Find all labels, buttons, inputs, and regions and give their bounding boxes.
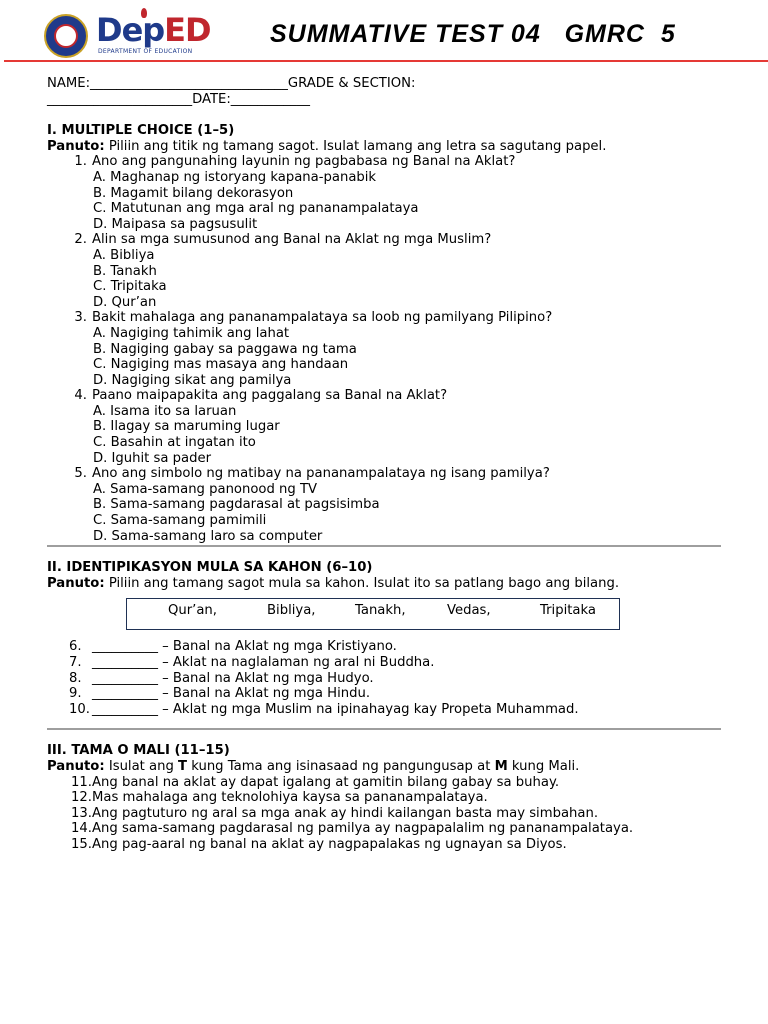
- item-number: 10.: [69, 701, 90, 717]
- question-text: Alin sa mga sumusunod ang Banal na Aklat ng mga Muslim?: [92, 232, 492, 248]
- item-text: Ang banal na aklat ay dapat igalang at gamitin bilang gabay sa buhay.: [92, 774, 560, 790]
- option: B. Magamit bilang dekorasyon: [93, 185, 294, 201]
- option: C. Nagiging mas masaya ang handaan: [93, 357, 349, 373]
- item-number: 15.: [71, 836, 92, 852]
- section-divider: [47, 728, 721, 730]
- panuto-text-3: kung Mali.: [507, 758, 580, 774]
- question-4: [47, 388, 737, 466]
- option: B. Ilagay sa maruming lugar: [93, 419, 280, 435]
- item-number: 12.: [71, 790, 92, 806]
- question-text: Bakit mahalaga ang pananampalataya sa loob ng pamilyang Pilipino?: [92, 310, 553, 326]
- panuto-m: M: [494, 758, 508, 774]
- panuto-label: Panuto:: [47, 575, 105, 591]
- option: C. Basahin at ingatan ito: [93, 435, 256, 451]
- logo-dep: Dep: [96, 11, 165, 49]
- option: D. Maipasa sa pagsusulit: [93, 216, 258, 232]
- option: C. Sama-samang pamimili: [93, 513, 267, 529]
- panuto-label: Panuto:: [47, 138, 105, 154]
- deped-logo: [96, 13, 211, 47]
- choice-item: Qur’an,: [168, 603, 217, 619]
- identification-item: [47, 639, 737, 655]
- option: C. Tripitaka: [93, 279, 167, 295]
- question-number: 3.: [74, 310, 87, 326]
- date-line: ______________________DATE:____________: [47, 91, 310, 107]
- section-divider: [47, 545, 721, 547]
- true-false-item: [47, 775, 737, 791]
- item-text: Ang pagtuturo ng aral sa mga anak ay hindi kailangan basta may simbahan.: [92, 805, 599, 821]
- item-text: __________ – Banal na Aklat ng mga Kristiyano.: [92, 639, 397, 655]
- question-number: 4.: [74, 388, 87, 404]
- true-false-item: [47, 837, 737, 853]
- item-text: __________ – Banal na Aklat ng mga Hudyo.: [92, 670, 374, 686]
- section-1-instructions: [47, 139, 737, 155]
- item-text: __________ – Aklat ng mga Muslim na ipinahayag kay Propeta Muhammad.: [92, 701, 579, 717]
- option: B. Sama-samang pagdarasal at pagsisimba: [93, 497, 380, 513]
- question-text: Ano ang simbolo ng matibay na pananampalataya ng isang pamilya?: [92, 466, 550, 482]
- true-false-item: [47, 821, 737, 837]
- panuto-label: Panuto:: [47, 758, 105, 774]
- item-number: 9.: [69, 686, 82, 702]
- page-header: [0, 0, 768, 62]
- identification-item: [47, 671, 737, 687]
- option: A. Nagiging tahimik ang lahat: [93, 325, 290, 341]
- true-false-item: [47, 806, 737, 822]
- option: A. Isama ito sa laruan: [93, 403, 237, 419]
- item-text: Mas mahalaga ang teknolohiya kaysa sa pananampalataya.: [92, 790, 488, 806]
- item-number: 7.: [69, 655, 82, 670]
- item-number: 14.: [71, 821, 92, 837]
- option: D. Sama-samang laro sa computer: [93, 528, 323, 544]
- item-text: Ang sama-samang pagdarasal ng pamilya ay nagpapalalim ng pananampalataya.: [92, 821, 634, 837]
- option: C. Matutunan ang mga aral ng pananampalataya: [93, 201, 419, 217]
- deped-seal-icon: [44, 14, 88, 58]
- section-1-heading: I. MULTIPLE CHOICE (1–5): [47, 123, 235, 139]
- option: D. Nagiging sikat ang pamilya: [93, 372, 292, 388]
- question-3: [47, 310, 737, 388]
- logo-ed: ED: [164, 11, 211, 49]
- item-number: 11.: [71, 774, 92, 790]
- panuto-t: T: [178, 758, 188, 774]
- answer-choices-box: [126, 598, 620, 630]
- identification-item: [47, 686, 737, 702]
- item-number: 13.: [71, 805, 92, 821]
- option: A. Maghanap ng istoryang kapana-panabik: [93, 169, 377, 185]
- item-number: 6.: [69, 639, 82, 655]
- item-number: 8.: [69, 670, 82, 686]
- question-2: [47, 232, 737, 310]
- choice-item: Vedas,: [447, 603, 491, 619]
- item-text: __________ – Banal na Aklat ng mga Hindu.: [92, 686, 371, 702]
- logo-subtitle: DEPARTMENT OF EDUCATION: [98, 48, 193, 55]
- choice-item: Bibliya,: [267, 603, 316, 619]
- question-text: Ano ang pangunahing layunin ng pagbabasa ng Banal na Aklat?: [92, 154, 516, 170]
- identification-item: [47, 655, 737, 671]
- identification-item: [47, 702, 737, 718]
- section-3-instructions: [47, 759, 737, 775]
- option: A. Sama-samang panonood ng TV: [93, 481, 318, 497]
- question-number: 1.: [74, 154, 87, 170]
- option: D. Iguhit sa pader: [93, 450, 212, 466]
- panuto-text-2: kung Tama ang isinasaad ng pangungusap at: [187, 758, 495, 774]
- option: A. Bibliya: [93, 247, 155, 263]
- item-text: Ang pag-aaral ng banal na aklat ay nagpapalakas ng ugnayan sa Diyos.: [92, 836, 567, 852]
- page-title: SUMMATIVE TEST 04 GMRC 5: [270, 20, 676, 48]
- item-text: __________ – Aklat na naglalaman ng aral ni Buddha.: [92, 655, 435, 670]
- question-5: [47, 466, 737, 544]
- test-content: [47, 76, 737, 853]
- question-1: [47, 154, 737, 232]
- question-number: 5.: [74, 466, 87, 482]
- question-text: Paano maipapakita ang paggalang sa Banal na Aklat?: [92, 388, 448, 404]
- question-number: 2.: [74, 232, 87, 248]
- section-3-heading: III. TAMA O MALI (11–15): [47, 743, 230, 759]
- panuto-text-1: Isulat ang: [104, 758, 179, 774]
- panuto-text: Piliin ang titik ng tamang sagot. Isulat lamang ang letra sa sagutang papel.: [104, 138, 607, 154]
- option: B. Nagiging gabay sa paggawa ng tama: [93, 341, 357, 357]
- header-divider: [4, 60, 768, 62]
- panuto-text: Piliin ang tamang sagot mula sa kahon. Isulat ito sa patlang bago ang bilang.: [104, 575, 620, 591]
- option: B. Tanakh: [93, 263, 157, 279]
- option: D. Qur’an: [93, 294, 157, 310]
- true-false-item: [47, 790, 737, 806]
- choice-item: Tripitaka: [540, 603, 596, 619]
- choice-item: Tanakh,: [355, 603, 406, 619]
- section-2-instructions: [47, 576, 737, 592]
- name-grade-line: NAME:______________________________GRADE & SECTION:: [47, 76, 416, 91]
- section-2-heading: II. IDENTIPIKASYON MULA SA KAHON (6–10): [47, 560, 373, 576]
